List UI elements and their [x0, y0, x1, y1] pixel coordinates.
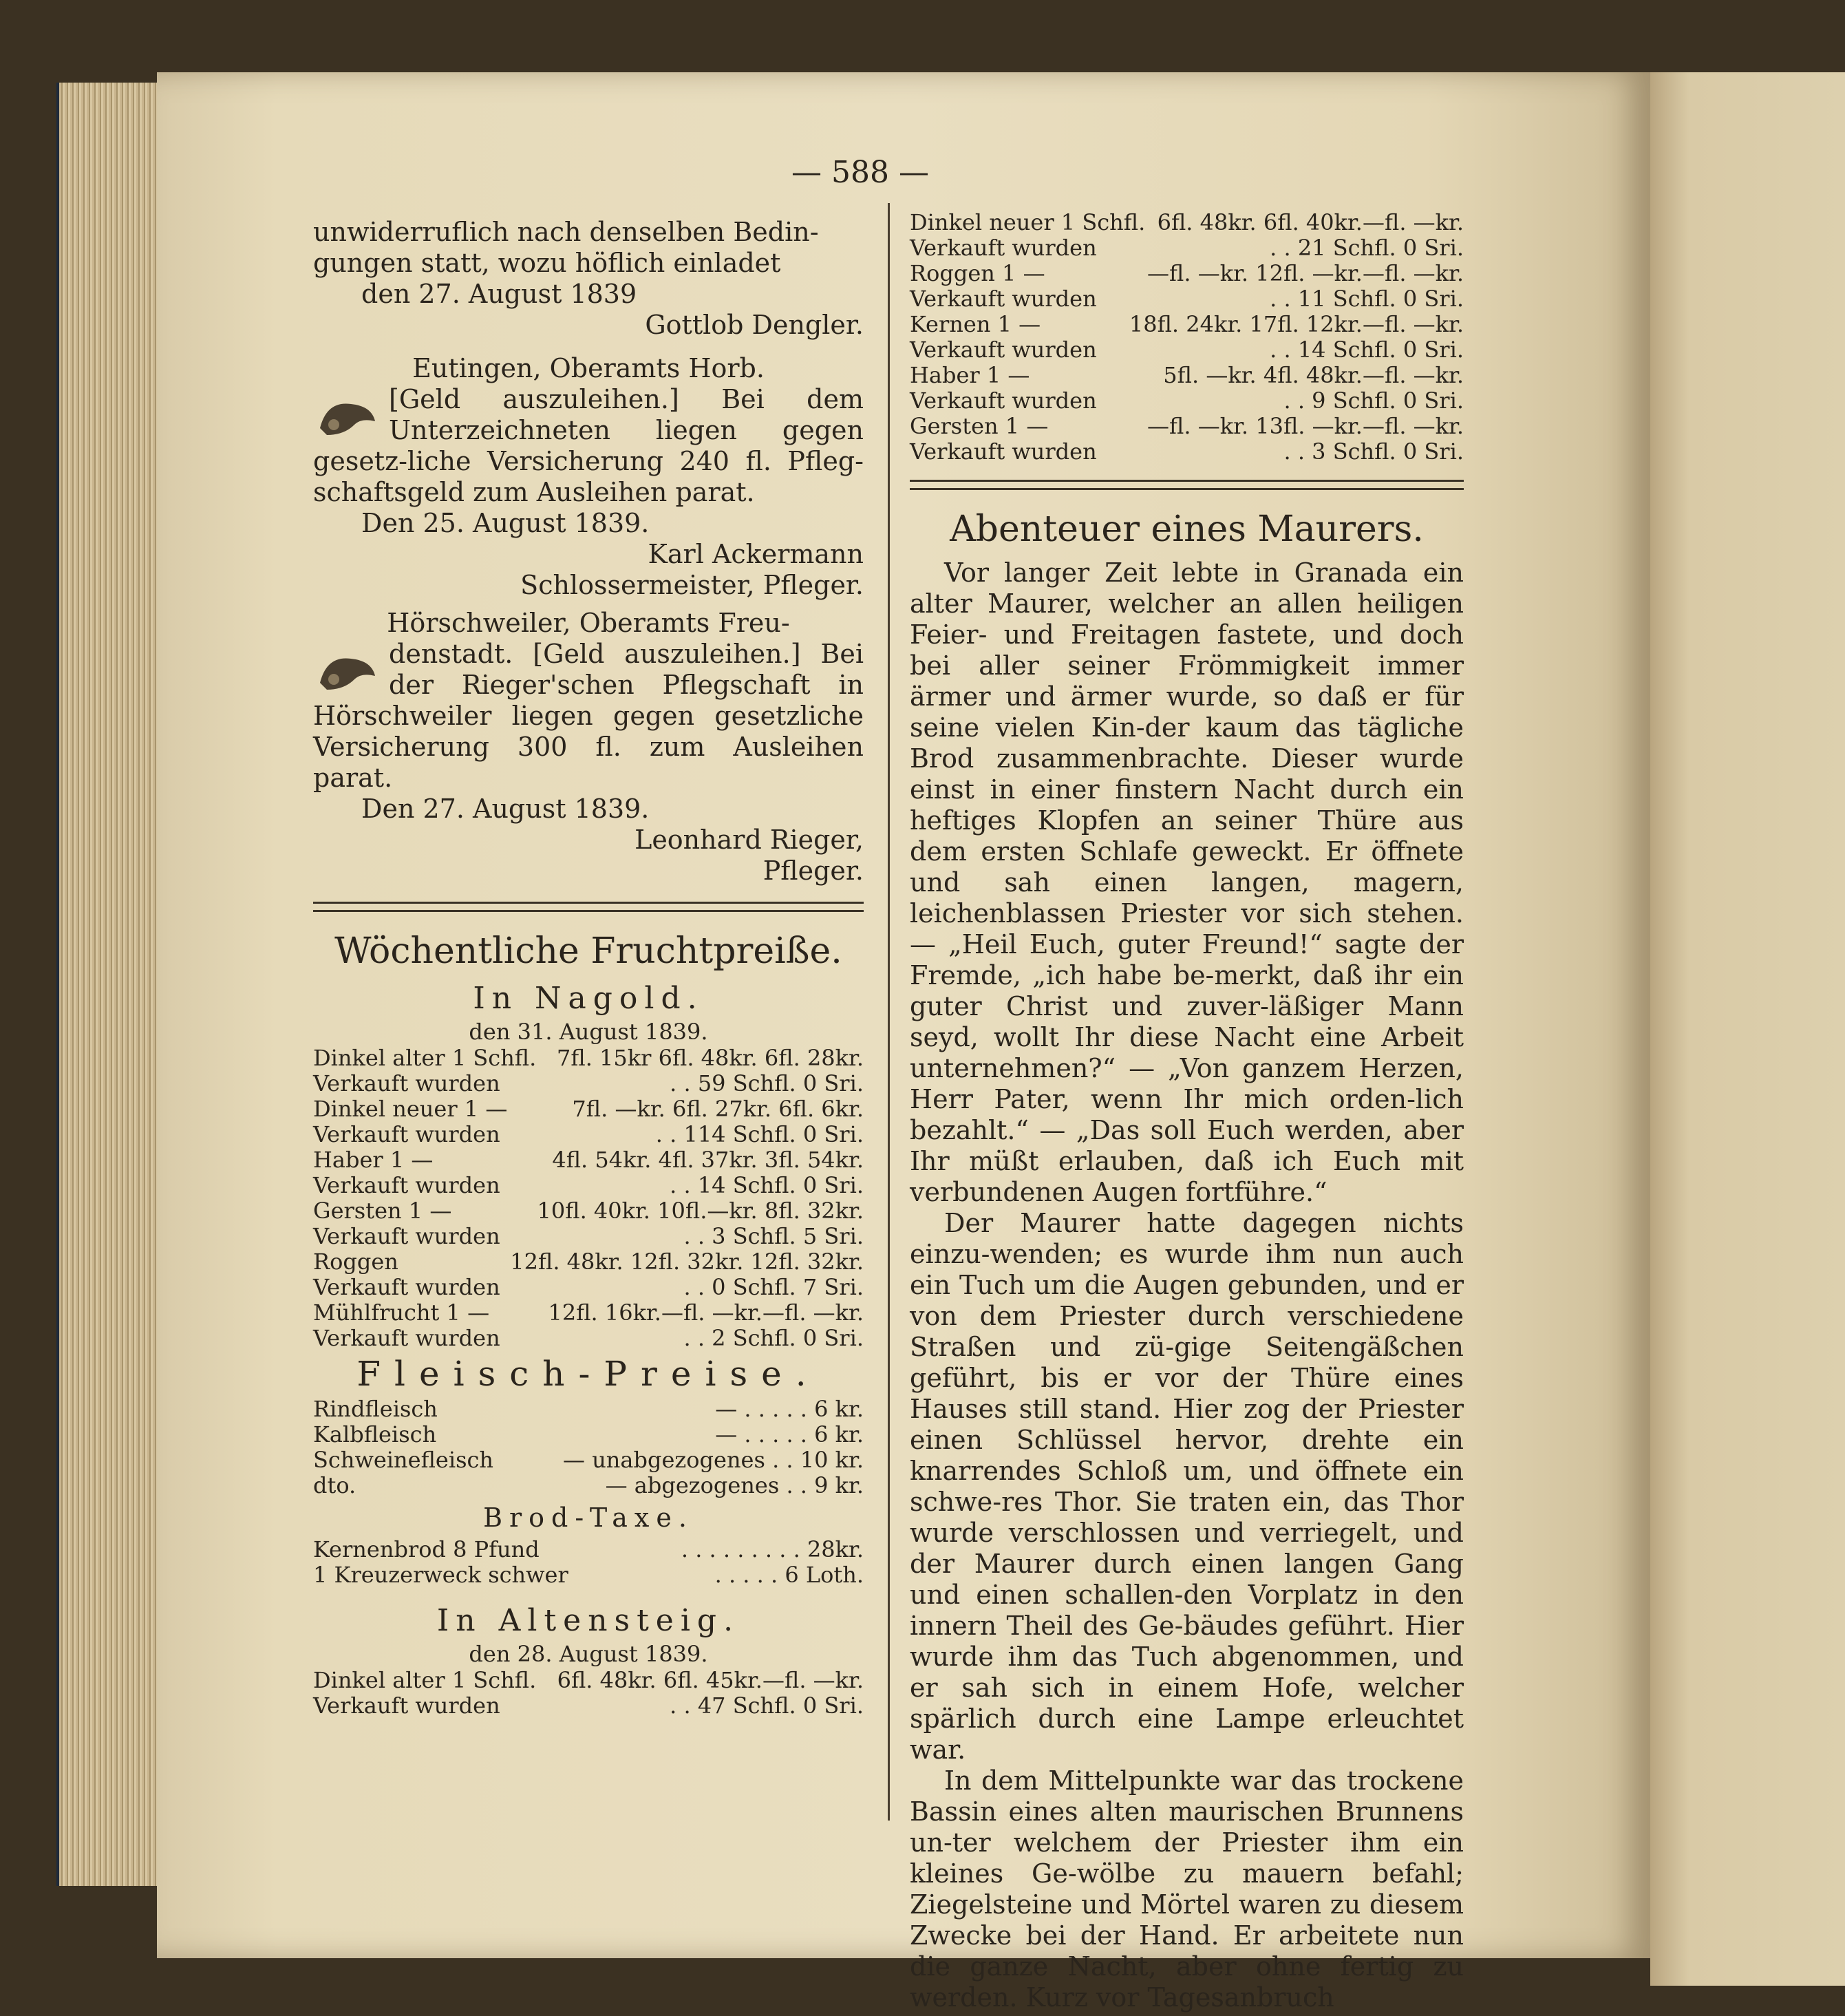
price-row-label: Dinkel alter 1 Schfl.	[313, 1045, 537, 1071]
nagold-price-table	[313, 1046, 864, 1351]
price-row-label: Mühlfrucht 1 —	[313, 1299, 490, 1326]
price-row-label: Verkauft wurden	[313, 1223, 500, 1249]
price-row-label: Verkauft wurden	[313, 1172, 500, 1198]
price-row-value: . . 47 Schfl. 0 Sri.	[670, 1693, 864, 1719]
price-row-label: Verkauft wurden	[910, 286, 1097, 312]
price-row-value: 5fl. —kr. 4fl. 48kr.—fl. —kr.	[1163, 362, 1464, 388]
price-row	[910, 210, 1464, 235]
notice2-title: Eutingen, Oberamts Horb.	[412, 353, 765, 383]
brod-row-value: . . . . . 6 Loth.	[714, 1562, 864, 1588]
book-edge	[56, 83, 162, 1886]
price-row-value: 18fl. 24kr. 17fl. 12kr.—fl. —kr.	[1129, 311, 1464, 337]
fleisch-row-label: dto.	[313, 1472, 356, 1498]
price-row-value: . . 21 Schfl. 0 Sri.	[1270, 235, 1464, 261]
notice1-line: unwiderruflich nach denselben Bedin-	[313, 217, 819, 247]
fleisch-row-value: — . . . . . 6 kr.	[715, 1396, 864, 1422]
price-row	[910, 235, 1464, 261]
price-row	[313, 1096, 864, 1122]
price-row-label: Verkauft wurden	[910, 438, 1097, 465]
price-row	[313, 1224, 864, 1249]
price-row	[313, 1249, 864, 1275]
altensteig-price-table	[313, 1668, 864, 1719]
price-row-value: 4fl. 54kr. 4fl. 37kr. 3fl. 54kr.	[552, 1147, 864, 1173]
price-row	[910, 286, 1464, 312]
story-title: Abenteuer eines Maurers.	[950, 509, 1424, 550]
fleisch-row	[313, 1422, 864, 1447]
price-row-label: Gersten 1 —	[910, 413, 1049, 439]
price-row-label: Gersten 1 —	[313, 1198, 452, 1224]
brod-row	[313, 1562, 864, 1588]
notice2-text: [Geld auszuleihen.] Bei dem Unterzeichneten liegen gegen gesetz-liche Versicherung 240 fl. Pfleg-schaftsgeld zum Ausleihen parat.	[313, 384, 864, 507]
fleisch-row-label: Rindfleisch	[313, 1396, 438, 1422]
price-row-label: Roggen	[313, 1249, 398, 1275]
price-row-label: Dinkel neuer 1 Schfl.	[910, 209, 1146, 235]
notice1-signer: Gottlob Dengler.	[645, 310, 864, 340]
price-row-value: 7fl. —kr. 6fl. 27kr. 6fl. 6kr.	[572, 1096, 864, 1122]
price-row	[313, 1198, 864, 1224]
price-row-label: Roggen 1 —	[910, 260, 1045, 286]
left-column	[313, 217, 864, 1719]
notice3-text: denstadt. [Geld auszuleihen.] Bei der Rieger'schen Pflegschaft in Hörschweiler liegen gegen gesetzliche Versicherung 300 fl. zum Ausleihen parat.	[313, 639, 864, 793]
nagold-date: den 31. August 1839.	[469, 1019, 708, 1045]
notice3-role: Pfleger.	[762, 856, 864, 886]
right-column	[910, 210, 1464, 2013]
story-paragraph: Vor langer Zeit lebte in Granada ein alter Maurer, welcher an allen heiligen Feier- und Freitagen fastete, und doch bei aller seiner Frömmigkeit immer ärmer und ärmer wurde, so daß er für seine vielen Kin-der kaum das tägliche Brod zusammenbrachte. Dieser wurde einst in einer finstern Nacht durch ein heftiges Klopfen an seiner Thüre aus dem ersten Schlafe geweckt. Er öffnete und sah einen langen, magern, leichenblassen Priester vor sich stehen. — „Heil Euch, guter Freund!“ sagte der Fremde, „ich habe be-merkt, daß ihr ein guter Christ und zuver-läßiger Mann seyd, wollt Ihr diese Nacht eine Arbeit unternehmen?“ — „Von ganzem Herzen, Herr Pater, wenn Ihr mich orden-lich bezahlt.“ — „Das soll Euch werden, aber Ihr müßt erlauben, daß ich Euch mit verbundenen Augen fortführe.“	[910, 558, 1464, 1207]
fleisch-row	[313, 1447, 864, 1473]
price-row-label: Dinkel neuer 1 —	[313, 1096, 508, 1122]
price-row	[910, 312, 1464, 337]
altensteig-date: den 28. August 1839.	[469, 1641, 708, 1667]
price-row-label: Verkauft wurden	[313, 1325, 500, 1351]
price-row-label: Verkauft wurden	[910, 388, 1097, 414]
price-row	[313, 1147, 864, 1173]
right-price-table	[910, 210, 1464, 465]
notice3-signer: Leonhard Rieger,	[634, 825, 864, 855]
price-row-value: . . 11 Schfl. 0 Sri.	[1270, 286, 1464, 312]
notice1-date: den 27. August 1839	[361, 279, 637, 309]
notice2-signer: Karl Ackermann	[648, 539, 864, 569]
brod-price-table	[313, 1537, 864, 1588]
notice2-date: Den 25. August 1839.	[361, 508, 650, 538]
price-row-value: . . 3 Schfl. 0 Sri.	[1283, 438, 1464, 465]
story-paragraph: In dem Mittelpunkte war das trockene Bassin eines alten maurischen Brunnens un-ter welchem der Priester ihm ein kleines Ge-wölbe zu mauern befahl; Ziegelsteine und Mörtel waren zu diesem Zwecke bei der Hand. Er arbeitete nun die ganze Nacht, aber ohne fertig zu werden. Kurz vor Tagesanbruch	[910, 1765, 1464, 2013]
price-row-value: . . 14 Schfl. 0 Sri.	[1270, 337, 1464, 363]
price-row	[313, 1046, 864, 1071]
price-row-value: . . 9 Schfl. 0 Sri.	[1283, 388, 1464, 414]
prices-title: Wöchentliche Fruchtpreiße.	[334, 931, 842, 972]
fleisch-row	[313, 1397, 864, 1422]
price-row-value: 7fl. 15kr 6fl. 48kr. 6fl. 28kr.	[556, 1045, 864, 1071]
price-row-value: 12fl. 48kr. 12fl. 32kr. 12fl. 32kr.	[510, 1249, 864, 1275]
brod-title: Brod-Taxe.	[483, 1503, 694, 1533]
price-row	[313, 1668, 864, 1693]
fleisch-row-value: — unabgezogenes . . 10 kr.	[563, 1447, 864, 1473]
price-row-value: 6fl. 48kr. 6fl. 40kr.—fl. —kr.	[1157, 209, 1464, 235]
price-row-label: Haber 1 —	[910, 362, 1030, 388]
notice2-role: Schlossermeister, Pfleger.	[520, 570, 864, 600]
price-row-value: . . 14 Schfl. 0 Sri.	[670, 1172, 864, 1198]
notice3-title: Hörschweiler, Oberamts Freu-	[387, 608, 790, 638]
price-row-value: . . 114 Schfl. 0 Sri.	[655, 1121, 864, 1147]
brod-row-value: . . . . . . . . . 28kr.	[681, 1536, 864, 1562]
price-row-label: Haber 1 —	[313, 1147, 434, 1173]
fleisch-row-label: Schweinefleisch	[313, 1447, 494, 1473]
nagold-title: In Nagold.	[473, 981, 704, 1016]
section-rule	[313, 902, 864, 912]
price-row-value: . . 59 Schfl. 0 Sri.	[670, 1070, 864, 1096]
price-row-value: 10fl. 40kr. 10fl.—kr. 8fl. 32kr.	[537, 1198, 864, 1224]
next-page-edge	[1650, 72, 1845, 1986]
price-row-label: Verkauft wurden	[313, 1693, 500, 1719]
page-number: — 588 —	[791, 155, 929, 190]
brod-row	[313, 1537, 864, 1562]
story-paragraph: Der Maurer hatte dagegen nichts einzu-wenden; es wurde ihm nun auch ein Tuch um die Augen gebunden, und er von dem Priester durch verschiedene Straßen und zü-gige Seitengäßchen geführt, bis er vor der Thüre eines Hauses still stand. Hier zog der Priester einen Schlüssel hervor, drehte ein knarrendes Schloß um, und öffnete ein schwe-res Thor. Sie traten ein, das Thor wurde verschlossen und verriegelt, und der Maurer durch einen langen Gang und einen schallen-den Vorplatz in den innern Theil des Ge-bäudes geführt. Hier wurde ihm das Tuch abgenommen, und er sah sich in einem Hofe, welcher spärlich durch eine Lampe erleuchtet war.	[910, 1208, 1464, 1765]
fleisch-row-label: Kalbfleisch	[313, 1421, 437, 1447]
fleisch-row-value: — . . . . . 6 kr.	[715, 1421, 864, 1447]
price-row-label: Kernen 1 —	[910, 311, 1041, 337]
price-row	[313, 1326, 864, 1351]
fleisch-price-table	[313, 1397, 864, 1498]
fleisch-row	[313, 1473, 864, 1498]
price-row-value: . . 0 Schfl. 7 Sri.	[683, 1274, 864, 1300]
price-row	[910, 388, 1464, 414]
horn-ornament-icon	[313, 387, 382, 442]
fleisch-title: Fleisch-Preise.	[356, 1354, 820, 1394]
brod-row-label: Kernenbrod 8 Pfund	[313, 1536, 540, 1562]
price-row	[313, 1300, 864, 1326]
price-row-label: Dinkel alter 1 Schfl.	[313, 1667, 537, 1693]
price-row-label: Verkauft wurden	[910, 337, 1097, 363]
price-row-value: —fl. —kr. 12fl. —kr.—fl. —kr.	[1147, 260, 1464, 286]
horn-ornament-icon	[313, 641, 382, 697]
price-row	[910, 337, 1464, 363]
price-row	[313, 1275, 864, 1300]
price-row-value: 12fl. 16kr.—fl. —kr.—fl. —kr.	[548, 1299, 864, 1326]
price-row-value: . . 3 Schfl. 5 Sri.	[683, 1223, 864, 1249]
price-row	[910, 261, 1464, 286]
price-row	[910, 414, 1464, 439]
column-divider	[888, 203, 890, 1821]
altensteig-title: In Altensteig.	[436, 1603, 740, 1638]
price-row-value: . . 2 Schfl. 0 Sri.	[683, 1325, 864, 1351]
fleisch-row-value: — abgezogenes . . 9 kr.	[605, 1472, 864, 1498]
price-row	[313, 1071, 864, 1096]
price-row	[313, 1122, 864, 1147]
price-row	[910, 439, 1464, 465]
price-row-value: 6fl. 48kr. 6fl. 45kr.—fl. —kr.	[557, 1667, 864, 1693]
price-row-label: Verkauft wurden	[313, 1274, 500, 1300]
price-row	[910, 363, 1464, 388]
section-rule	[910, 480, 1464, 490]
price-row-label: Verkauft wurden	[313, 1121, 500, 1147]
notice1-line: gungen statt, wozu höflich einladet	[313, 248, 781, 278]
price-row-label: Verkauft wurden	[313, 1070, 500, 1096]
price-row	[313, 1173, 864, 1198]
brod-row-label: 1 Kreuzerweck schwer	[313, 1562, 568, 1588]
price-row-label: Verkauft wurden	[910, 235, 1097, 261]
price-row-value: —fl. —kr. 13fl. —kr.—fl. —kr.	[1147, 413, 1464, 439]
notice3-date: Den 27. August 1839.	[361, 794, 650, 824]
price-row	[313, 1693, 864, 1719]
